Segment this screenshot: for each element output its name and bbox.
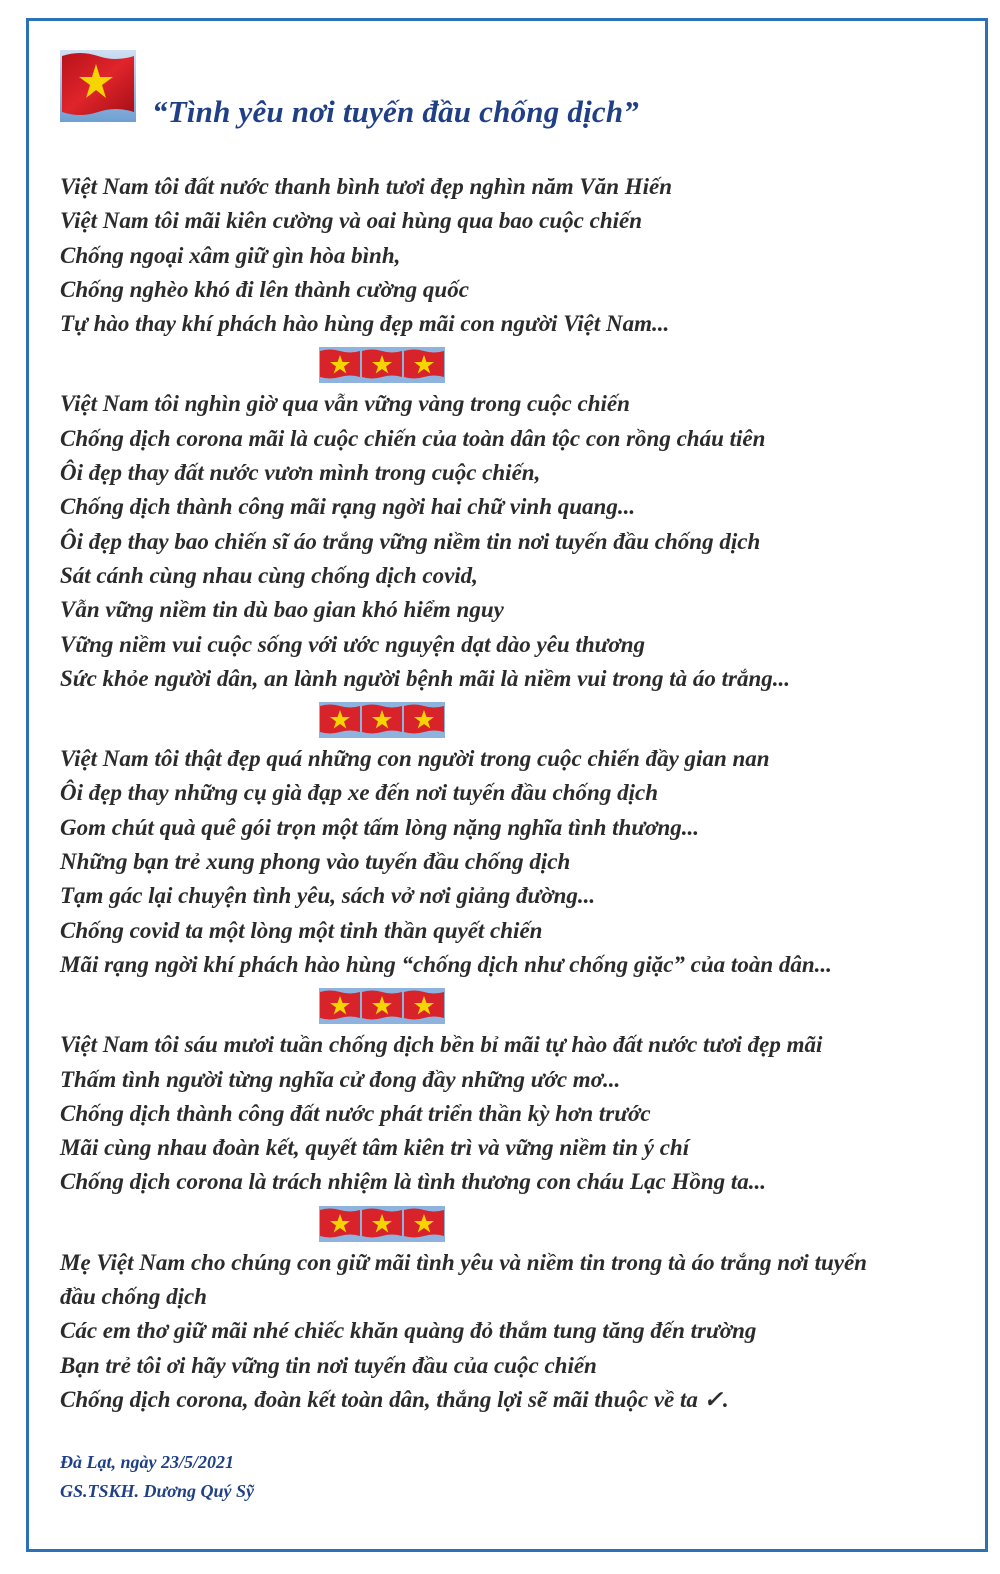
vietnam-flag-icon bbox=[361, 702, 403, 738]
poem-line: Chống covid ta một lòng một tinh thần quyết chiến bbox=[60, 917, 543, 943]
poem-header bbox=[60, 50, 960, 130]
poem-line: Sức khỏe người dân, an lành người bệnh mãi là niềm vui trong tà áo trắng... bbox=[60, 665, 790, 691]
stanza-3 bbox=[60, 742, 980, 982]
poem-body bbox=[60, 170, 980, 1417]
place-date: Đà Lạt, ngày 23/5/2021 bbox=[60, 1452, 234, 1472]
poem-line: Chống nghèo khó đi lên thành cường quốc bbox=[60, 276, 469, 302]
vietnam-flag-icon bbox=[403, 1206, 445, 1242]
signature-block bbox=[60, 1448, 254, 1506]
poem-line: Những bạn trẻ xung phong vào tuyến đầu chống dịch bbox=[60, 849, 571, 875]
vietnam-flag-icon bbox=[403, 988, 445, 1024]
poem-line: Ôi đẹp thay bao chiến sĩ áo trắng vững niềm tin nơi tuyến đầu chống dịch bbox=[60, 528, 761, 554]
flag-divider bbox=[60, 982, 980, 1028]
vietnam-flag-icon bbox=[319, 702, 361, 738]
poem-line: đầu chống dịch bbox=[60, 1284, 207, 1310]
stanza-1 bbox=[60, 170, 980, 341]
poem-line: Chống ngoại xâm giữ gìn hòa bình, bbox=[60, 242, 401, 268]
poem-line: Việt Nam tôi đất nước thanh bình tươi đẹp nghìn năm Văn Hiến bbox=[60, 174, 673, 199]
vietnam-flag-icon bbox=[319, 347, 361, 383]
stanza-2 bbox=[60, 387, 980, 696]
poem-line: Tự hào thay khí phách hào hùng đẹp mãi con người Việt Nam... bbox=[60, 311, 670, 337]
vietnam-flag-icon bbox=[319, 1206, 361, 1242]
poem-line: Vững niềm vui cuộc sống với ước nguyện dạt dào yêu thương bbox=[60, 631, 646, 657]
poem-line: Ôi đẹp thay những cụ già đạp xe đến nơi tuyến đầu chống dịch bbox=[60, 780, 658, 806]
poem-line: Thấm tình người từng nghĩa cử đong đầy những ước mơ... bbox=[60, 1066, 621, 1092]
flag-divider bbox=[60, 341, 980, 387]
poem-line: Việt Nam tôi sáu mươi tuần chống dịch bền bỉ mãi tự hào đất nước tươi đẹp mãi bbox=[60, 1032, 823, 1058]
poem-line: Ôi đẹp thay đất nước vươn mình trong cuộc chiến, bbox=[60, 460, 541, 486]
poem-line: Sát cánh cùng nhau cùng chống dịch covid, bbox=[60, 562, 478, 588]
flag-divider bbox=[60, 1200, 980, 1246]
vietnam-flag-icon bbox=[403, 702, 445, 738]
poem-line: Việt Nam tôi mãi kiên cường và oai hùng qua bao cuộc chiến bbox=[60, 208, 642, 234]
vietnam-flag-icon bbox=[361, 1206, 403, 1242]
poem-line: Mãi rạng ngời khí phách hào hùng “chống dịch như chống giặc” của toàn dân... bbox=[60, 951, 832, 977]
poem-title: “Tình yêu nơi tuyến đầu chống dịch” bbox=[152, 94, 639, 129]
poem-line: Vẫn vững niềm tin dù bao gian khó hiểm nguy bbox=[60, 597, 504, 623]
poem-line: Việt Nam tôi thật đẹp quá những con người trong cuộc chiến đầy gian nan bbox=[60, 746, 770, 772]
vietnam-flag-icon bbox=[319, 988, 361, 1024]
poem-line: Gom chút quà quê gói trọn một tấm lòng nặng nghĩa tình thương... bbox=[60, 814, 700, 840]
poem-line: Chống dịch thành công mãi rạng ngời hai chữ vinh quang... bbox=[60, 494, 636, 520]
poem-line: Việt Nam tôi nghìn giờ qua vẫn vững vàng trong cuộc chiến bbox=[60, 391, 630, 417]
poem-line: Bạn trẻ tôi ơi hãy vững tin nơi tuyến đầu của cuộc chiến bbox=[60, 1352, 597, 1378]
poem-line: Chống dịch corona, đoàn kết toàn dân, thắng lợi sẽ mãi thuộc về ta ✓. bbox=[60, 1386, 729, 1412]
poem-line: Mãi cùng nhau đoàn kết, quyết tâm kiên trì và vững niềm tin ý chí bbox=[60, 1135, 690, 1161]
author-name: GS.TSKH. Dương Quý Sỹ bbox=[60, 1481, 254, 1501]
poem-line: Tạm gác lại chuyện tình yêu, sách vở nơi giảng đường... bbox=[60, 883, 596, 909]
poem-line: Mẹ Việt Nam cho chúng con giữ mãi tình yêu và niềm tin trong tà áo trắng nơi tuyến bbox=[60, 1249, 867, 1275]
stanza-4 bbox=[60, 1028, 980, 1199]
poem-line: Chống dịch thành công đất nước phát triển thần kỳ hơn trước bbox=[60, 1100, 651, 1126]
flag-divider bbox=[60, 696, 980, 742]
poem-line: Chống dịch corona là trách nhiệm là tình thương con cháu Lạc Hồng ta... bbox=[60, 1169, 767, 1195]
vietnam-flag-icon bbox=[361, 347, 403, 383]
poem-line: Chống dịch corona mãi là cuộc chiến của toàn dân tộc con rồng cháu tiên bbox=[60, 425, 766, 451]
stanza-5 bbox=[60, 1246, 980, 1417]
vietnam-flag-icon bbox=[403, 347, 445, 383]
vietnam-flag-icon bbox=[60, 50, 136, 122]
vietnam-flag-icon bbox=[361, 988, 403, 1024]
poem-line: Các em thơ giữ mãi nhé chiếc khăn quàng đỏ thắm tung tăng đến trường bbox=[60, 1318, 757, 1344]
